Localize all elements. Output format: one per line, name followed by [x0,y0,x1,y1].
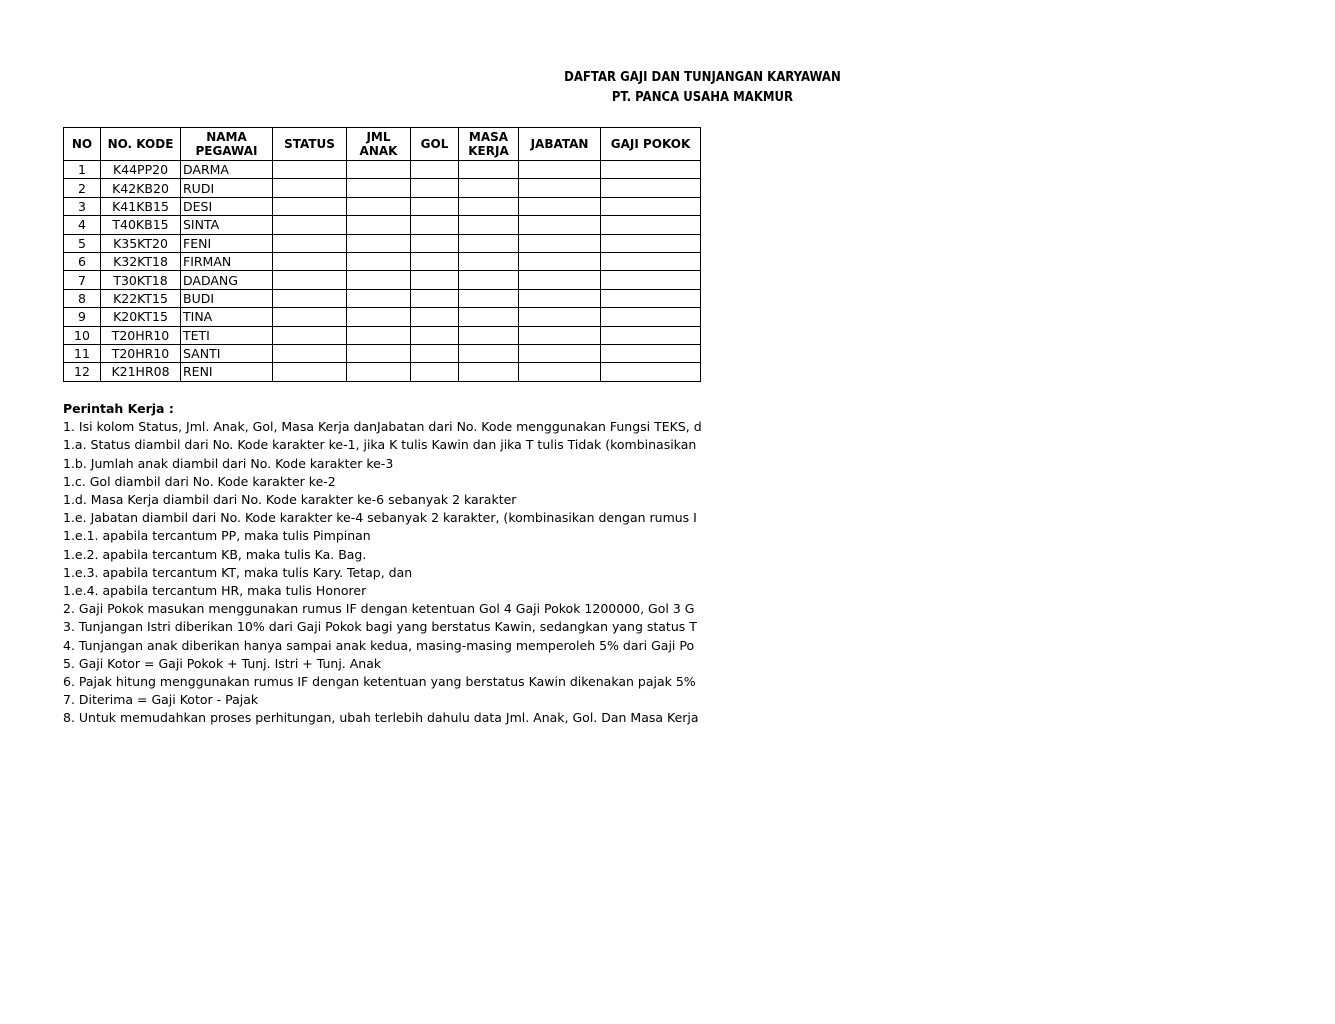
cell-no[interactable]: 10 [64,326,101,344]
cell-masa-kerja[interactable] [459,363,519,381]
header-no-kode[interactable]: NO. KODE [101,128,181,161]
table-row [64,326,701,344]
instruction-line: 1.e.3. apabila tercantum KT, maka tulis Kary. Tetap, dan [63,564,413,580]
table-row [64,289,701,307]
header-status[interactable]: STATUS [273,128,347,161]
cell-gaji-pokok[interactable] [601,308,701,326]
cell-no[interactable]: 8 [64,289,101,307]
cell-no-kode[interactable]: K44PP20 [101,161,181,179]
cell-gaji-pokok[interactable] [601,271,701,289]
cell-masa-kerja[interactable] [459,344,519,362]
cell-masa-kerja[interactable] [459,234,519,252]
cell-nama-pegawai[interactable]: RUDI [181,179,273,197]
cell-gaji-pokok[interactable] [601,289,701,307]
cell-jml-anak[interactable] [347,216,411,234]
cell-nama-pegawai[interactable]: SINTA [181,216,273,234]
header-no[interactable]: NO [64,128,101,161]
cell-jml-anak[interactable] [347,363,411,381]
table-row [64,197,701,215]
instruction-line: 6. Pajak hitung menggunakan rumus IF dengan ketentuan yang berstatus Kawin dikenakan pajak 5% [63,674,696,690]
cell-gol[interactable] [411,216,459,234]
cell-nama-pegawai[interactable]: TETI [181,326,273,344]
cell-gol[interactable] [411,252,459,270]
header-gol[interactable]: GOL [411,128,459,161]
table-row [64,344,701,362]
instruction-line: 1.d. Masa Kerja diambil dari No. Kode karakter ke-6 sebanyak 2 karakter [63,492,517,508]
cell-no-kode[interactable]: K22KT15 [101,289,181,307]
cell-no-kode[interactable]: T20HR10 [101,326,181,344]
cell-jabatan[interactable] [519,326,601,344]
cell-no-kode[interactable]: T40KB15 [101,216,181,234]
cell-gaji-pokok[interactable] [601,197,701,215]
cell-nama-pegawai[interactable]: SANTI [181,344,273,362]
cell-status[interactable] [273,363,347,381]
cell-masa-kerja[interactable] [459,197,519,215]
instruction-line: 1.e.4. apabila tercantum HR, maka tulis Honorer [63,583,367,599]
cell-gaji-pokok[interactable] [601,216,701,234]
cell-status[interactable] [273,344,347,362]
cell-no-kode[interactable]: T30KT18 [101,271,181,289]
cell-no-kode[interactable]: K32KT18 [101,252,181,270]
cell-no[interactable]: 7 [64,271,101,289]
cell-masa-kerja[interactable] [459,179,519,197]
cell-gol[interactable] [411,326,459,344]
cell-no[interactable]: 5 [64,234,101,252]
cell-nama-pegawai[interactable]: DARMA [181,161,273,179]
table-row [64,363,701,381]
cell-jabatan[interactable] [519,197,601,215]
header-masa-kerja[interactable]: MASA KERJA [459,128,519,161]
cell-no[interactable]: 12 [64,363,101,381]
cell-nama-pegawai[interactable]: FIRMAN [181,252,273,270]
cell-gol[interactable] [411,271,459,289]
cell-gaji-pokok[interactable] [601,234,701,252]
cell-no-kode[interactable]: K41KB15 [101,197,181,215]
cell-jabatan[interactable] [519,289,601,307]
instructions-heading: Perintah Kerja : [63,401,174,416]
salary-table [63,127,701,382]
cell-jml-anak[interactable] [347,271,411,289]
cell-jabatan[interactable] [519,363,601,381]
cell-jml-anak[interactable] [347,289,411,307]
cell-status[interactable] [273,271,347,289]
cell-jabatan[interactable] [519,216,601,234]
cell-no[interactable]: 3 [64,197,101,215]
cell-masa-kerja[interactable] [459,271,519,289]
cell-no-kode[interactable]: K21HR08 [101,363,181,381]
cell-status[interactable] [273,326,347,344]
cell-no-kode[interactable]: K42KB20 [101,179,181,197]
instruction-line: 3. Tunjangan Istri diberikan 10% dari Gaji Pokok bagi yang berstatus Kawin, sedangkan yang status T [63,619,697,635]
cell-gaji-pokok[interactable] [601,363,701,381]
instructions-block [63,400,963,728]
cell-jml-anak[interactable] [347,234,411,252]
instructions-list [63,418,963,727]
header-gaji-pokok[interactable]: GAJI POKOK [601,128,701,161]
cell-jml-anak[interactable] [347,161,411,179]
cell-gol[interactable] [411,289,459,307]
cell-no[interactable]: 4 [64,216,101,234]
table-row [64,271,701,289]
page-title: DAFTAR GAJI DAN TUNJANGAN KARYAWAN [564,70,841,85]
cell-no[interactable]: 11 [64,344,101,362]
table-row [64,308,701,326]
cell-nama-pegawai[interactable]: DADANG [181,271,273,289]
instruction-line: 1.e.2. apabila tercantum KB, maka tulis Ka. Bag. [63,546,367,562]
cell-no[interactable]: 6 [64,252,101,270]
cell-masa-kerja[interactable] [459,161,519,179]
instruction-line: 7. Diterima = Gaji Kotor - Pajak [63,692,259,708]
cell-jabatan[interactable] [519,161,601,179]
cell-masa-kerja[interactable] [459,252,519,270]
table-header-row [64,128,701,161]
company-name: PT. PANCA USAHA MAKMUR [611,90,794,105]
cell-gaji-pokok[interactable] [601,179,701,197]
table-row [64,252,701,270]
cell-jml-anak[interactable] [347,252,411,270]
cell-status[interactable] [273,216,347,234]
cell-status[interactable] [273,252,347,270]
cell-gol[interactable] [411,234,459,252]
cell-no[interactable]: 2 [64,179,101,197]
instruction-line: 1.e.1. apabila tercantum PP, maka tulis Pimpinan [63,528,371,544]
instruction-line: 2. Gaji Pokok masukan menggunakan rumus IF dengan ketentuan Gol 4 Gaji Pokok 1200000, Gol 3 G [63,601,695,617]
cell-jabatan[interactable] [519,344,601,362]
cell-nama-pegawai[interactable]: FENI [181,234,273,252]
cell-nama-pegawai[interactable]: TINA [181,308,273,326]
cell-jabatan[interactable] [519,308,601,326]
instruction-line: 5. Gaji Kotor = Gaji Pokok + Tunj. Istri + Tunj. Anak [63,655,382,671]
cell-nama-pegawai[interactable]: RENI [181,363,273,381]
cell-status[interactable] [273,289,347,307]
cell-status[interactable] [273,161,347,179]
cell-gol[interactable] [411,344,459,362]
cell-nama-pegawai[interactable]: BUDI [181,289,273,307]
cell-masa-kerja[interactable] [459,216,519,234]
header-jml-anak[interactable]: JML ANAK [347,128,411,161]
cell-jabatan[interactable] [519,234,601,252]
cell-jabatan[interactable] [519,271,601,289]
cell-masa-kerja[interactable] [459,308,519,326]
cell-gol[interactable] [411,161,459,179]
cell-jml-anak[interactable] [347,179,411,197]
cell-gaji-pokok[interactable] [601,161,701,179]
instruction-line: 1.b. Jumlah anak diambil dari No. Kode karakter ke-3 [63,455,394,471]
instruction-line: 1.c. Gol diambil dari No. Kode karakter ke-2 [63,473,336,489]
cell-no-kode[interactable]: K20KT15 [101,308,181,326]
cell-gol[interactable] [411,197,459,215]
cell-gaji-pokok[interactable] [601,344,701,362]
cell-jml-anak[interactable] [347,197,411,215]
table-row [64,234,701,252]
cell-gol[interactable] [411,308,459,326]
cell-status[interactable] [273,179,347,197]
table-body [64,161,701,382]
instruction-line: 4. Tunjangan anak diberikan hanya sampai anak kedua, masing-masing memperoleh 5% dari Gaji Po [63,637,695,653]
cell-gol[interactable] [411,179,459,197]
cell-status[interactable] [273,308,347,326]
cell-gaji-pokok[interactable] [601,252,701,270]
cell-jml-anak[interactable] [347,344,411,362]
header-jabatan[interactable]: JABATAN [519,128,601,161]
cell-status[interactable] [273,234,347,252]
instruction-line: 8. Untuk memudahkan proses perhitungan, ubah terlebih dahulu data Jml. Anak, Gol. Dan Masa Kerja [63,710,699,726]
header-nama-pegawai[interactable]: NAMA PEGAWAI [181,128,273,161]
instruction-line: 1.a. Status diambil dari No. Kode karakter ke-1, jika K tulis Kawin dan jika T tulis Tidak (kombinasikan [63,437,697,453]
cell-jml-anak[interactable] [347,326,411,344]
instruction-line: 1. Isi kolom Status, Jml. Anak, Gol, Masa Kerja danJabatan dari No. Kode menggunakan Fungsi TEKS, d [63,419,702,435]
cell-nama-pegawai[interactable]: DESI [181,197,273,215]
table-row [64,161,701,179]
cell-gol[interactable] [411,363,459,381]
cell-no[interactable]: 9 [64,308,101,326]
cell-jabatan[interactable] [519,252,601,270]
cell-status[interactable] [273,197,347,215]
table-row [64,179,701,197]
cell-jabatan[interactable] [519,179,601,197]
cell-no[interactable]: 1 [64,161,101,179]
cell-no-kode[interactable]: T20HR10 [101,344,181,362]
cell-no-kode[interactable]: K35KT20 [101,234,181,252]
cell-gaji-pokok[interactable] [601,326,701,344]
instruction-line: 1.e. Jabatan diambil dari No. Kode karakter ke-4 sebanyak 2 karakter, (kombinasikan dengan rumus I [63,510,697,526]
table-row [64,216,701,234]
cell-masa-kerja[interactable] [459,289,519,307]
cell-masa-kerja[interactable] [459,326,519,344]
cell-jml-anak[interactable] [347,308,411,326]
